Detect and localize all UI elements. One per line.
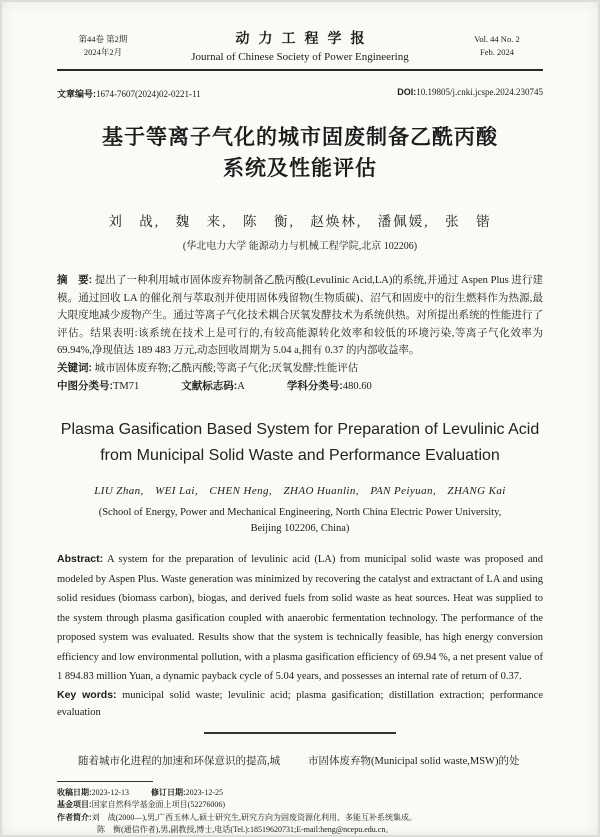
- paper-title-en: [57, 417, 543, 469]
- revised-date-label: 修订日期:: [151, 787, 186, 797]
- keywords-cn: [57, 360, 543, 378]
- subject-number: [287, 378, 372, 393]
- keywords-en-label: Key words:: [57, 688, 117, 701]
- footnote-author-bio-2: [57, 824, 543, 837]
- abstract-cn-text: 提出了一种利用城市固体废弃物制备乙酰丙酸(Levulinic Acid,LA)的系统,并通过 Aspen Plus 进行建模。通过回收 LA 的催化剂与萃取剂并使用固体残留物(生物质碳)、沼气和固废中的衍生燃料作为热源,最大限度地减少废物产生。通过等离子气化技术耦合厌氧发酵技术为系统供热。对所提出系统的性能进行了评估。结果表明:该系统在技术上是可行的,有较高能源转化效率和较低的环境污染,等离子气化效率为 69.94%,净现值达 189 483 万元,动态回收周期为 5.04 a,拥有 0.37 的内部收益率。: [57, 275, 544, 356]
- article-number-label: 文章编号:: [57, 89, 96, 99]
- document-code: [181, 378, 245, 393]
- journal-title-block: [149, 28, 451, 63]
- affiliation-cn: (华北电力大学 能源动力与机械工程学院,北京 102206): [182, 241, 418, 252]
- clc-label: 中图分类号:: [57, 380, 113, 392]
- paper-title-cn: [57, 122, 543, 184]
- paper-title-en-line1: Plasma Gasification Based System for Preparation of Levulinic Acid: [60, 421, 540, 438]
- document-code-label: 文献标志码:: [181, 380, 238, 392]
- paper-title-cn-line1: 基于等离子气化的城市固废制备乙酰丙酸: [102, 125, 498, 149]
- article-number-value: 1674-7607(2024)02-0221-11: [96, 89, 201, 99]
- footnote-rule: [57, 781, 153, 782]
- date-en: Feb. 2024: [480, 46, 514, 57]
- doi-label: DOI:: [397, 87, 417, 97]
- paper-title-cn-line2: 系统及性能评估: [223, 156, 377, 180]
- abstract-cn-label: 摘 要:: [57, 274, 93, 286]
- author-bio-2-text: 陈 衡(通信作者),男,副教授,博士,电话(Tel.):18519620731;E-mail:heng@ncepu.edu.cn。: [97, 825, 394, 834]
- body-column-left: 随着城市化进程的加速和环保意识的提高,城: [78, 755, 281, 767]
- keywords-en: [57, 687, 543, 721]
- keywords-cn-text: 城市固体废弃物;乙酰丙酸;等离子气化;厌氧发酵;性能评估: [94, 362, 359, 374]
- footnote-dates: [57, 787, 543, 800]
- revised-date: 2023-12-25: [185, 787, 223, 797]
- doi-value: 10.19805/j.cnki.jcspe.2024.230745: [416, 87, 543, 97]
- header-issue-cn: [57, 33, 149, 59]
- paper-page: [2, 2, 598, 835]
- subject-value: 480.60: [342, 381, 372, 392]
- volume-en: Vol. 44 No. 2: [474, 33, 520, 44]
- article-meta-row: [57, 87, 543, 100]
- header-issue-en: [451, 33, 543, 59]
- authors-cn: 刘 战, 魏 来, 陈 衡, 赵焕林, 潘佩媛, 张 锴: [108, 214, 492, 229]
- abstract-en-label: Abstract:: [57, 553, 104, 565]
- journal-title-cn: 动力工程学报: [235, 32, 374, 47]
- subject-label: 学科分类号:: [286, 380, 343, 392]
- journal-title-en: Journal of Chinese Society of Power Engineering: [191, 51, 409, 63]
- volume-cn: 第44卷 第2期: [78, 33, 128, 44]
- paper-title-en-line2: from Municipal Solid Waste and Performance Evaluation: [100, 447, 500, 464]
- fund-text: 国家自然科学基金面上项目(52276006): [91, 800, 225, 809]
- doi: [397, 87, 543, 100]
- affiliation-en-line2: Beijing 102206, China): [250, 523, 350, 534]
- received-date-label: 收稿日期:: [57, 787, 92, 797]
- body-columns: [57, 754, 543, 770]
- abstract-en: [57, 550, 543, 687]
- author-bio-1-text: 刘 战(2000—),男,广西玉林人,硕士研究生,研究方向为固废资源化利用、多能互补系统集成。: [91, 812, 417, 822]
- keywords-cn-label: 关键词:: [57, 361, 92, 374]
- article-number: [57, 87, 201, 100]
- affiliation-en-line1: (School of Energy, Power and Mechanical Engineering, North China Electric Power University,: [98, 507, 502, 518]
- fund-label: 基金项目:: [57, 800, 92, 809]
- abstract-en-text: A system for the preparation of levulinic acid (LA) from municipal solid waste was proposed and modeled by Aspen Plus. Waste generation was minimized by recovering the catalyst and extractant of LA and using solid residues (biomass carbon), biogas, and derived fuels from solid waste as heat sources. Heat was supplied to the system through plasma gasification coupled with anaerobic fermentation technology. The performance of the proposed system was evaluated. Results show that the system is technically feasible, has high energy conversion efficiency and low environmental pollution, with a plasma gasification efficiency of 69.94 %, a net present value of 1 894.83 million Yuan, a dynamic payback cycle of 5.04 years, and possesses an internal rate of return of 0.37.: [57, 554, 543, 682]
- footnote-fund: [57, 799, 543, 812]
- clc-value: TM71: [113, 381, 140, 392]
- author-bio-label: 作者简介:: [57, 812, 92, 822]
- document-code-value: A: [237, 381, 245, 392]
- journal-header: [57, 28, 543, 71]
- affiliation-en: [57, 505, 543, 537]
- clc-number: [57, 378, 139, 393]
- keywords-en-text: municipal solid waste; levulinic acid; plasma gasification; distillation extraction; performance evaluation: [57, 689, 543, 718]
- footnote-block: [57, 787, 543, 837]
- abstract-cn: [57, 272, 543, 360]
- received-date: 2023-12-13: [91, 787, 129, 797]
- date-cn: 2024年2月: [83, 46, 123, 57]
- classification-row: [57, 378, 543, 393]
- body-column-right: 市固体废弃物(Municipal solid waste,MSW)的处: [308, 755, 520, 767]
- section-divider-rule: [204, 732, 396, 734]
- authors-en: LIU Zhan, WEI Lai, CHEN Heng, ZHAO Huanlin, PAN Peiyuan, ZHANG Kai: [94, 485, 506, 497]
- footnote-author-bio-1: [57, 812, 543, 825]
